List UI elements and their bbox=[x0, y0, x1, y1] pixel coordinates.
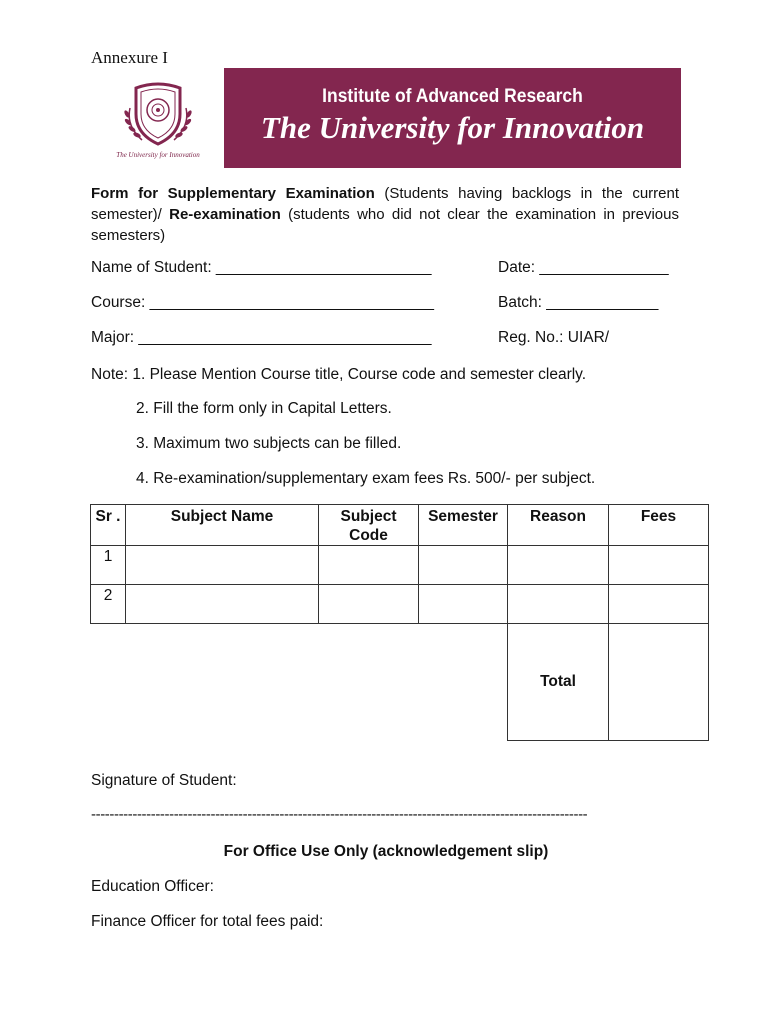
subjects-table bbox=[90, 504, 709, 741]
fees-cell[interactable] bbox=[609, 585, 709, 624]
subject-code-cell[interactable] bbox=[319, 585, 419, 624]
intro-title-reexam: Re-examination bbox=[169, 206, 281, 223]
institute-name: Institute of Advanced Research bbox=[322, 86, 583, 107]
semester-cell[interactable] bbox=[419, 585, 508, 624]
logo-caption: The University for Innovation bbox=[116, 151, 200, 159]
student-name-field[interactable]: Name of Student: _________________________ bbox=[91, 259, 432, 276]
reg-no-field[interactable]: Reg. No.: UIAR/ bbox=[498, 329, 610, 346]
table-row bbox=[91, 546, 709, 585]
total-label: Total bbox=[508, 624, 609, 741]
total-row-spacer bbox=[91, 624, 508, 741]
intro-title-supplementary: Form for Supplementary Examination bbox=[91, 185, 375, 202]
header-semester: Semester bbox=[419, 505, 508, 546]
header-subject-code: Subject Code bbox=[319, 505, 419, 546]
reason-cell[interactable] bbox=[508, 546, 609, 585]
note-3: 3. Maximum two subjects can be filled. bbox=[136, 435, 402, 452]
subject-code-cell[interactable] bbox=[319, 546, 419, 585]
total-row bbox=[91, 624, 709, 741]
form-intro bbox=[91, 183, 679, 246]
table-row bbox=[91, 585, 709, 624]
subject-name-cell[interactable] bbox=[126, 546, 319, 585]
student-signature-label: Signature of Student: bbox=[91, 772, 237, 789]
finance-officer-label: Finance Officer for total fees paid: bbox=[91, 913, 324, 930]
office-use-heading: For Office Use Only (acknowledgement slip) bbox=[223, 843, 549, 860]
table-header-row bbox=[91, 505, 709, 546]
row-number: 1 bbox=[91, 546, 126, 585]
major-field[interactable]: Major: __________________________________ bbox=[91, 329, 432, 346]
header-reason: Reason bbox=[508, 505, 609, 546]
total-fees-cell[interactable] bbox=[609, 624, 709, 741]
note-2: 2. Fill the form only in Capital Letters. bbox=[136, 400, 392, 417]
row-number: 2 bbox=[91, 585, 126, 624]
university-logo bbox=[112, 78, 204, 164]
batch-field[interactable]: Batch: _____________ bbox=[498, 294, 659, 311]
reason-cell[interactable] bbox=[508, 585, 609, 624]
cut-line-separator: ------------------------------------------------------------------------------------------------------------ bbox=[91, 806, 588, 823]
header-sr: Sr . bbox=[91, 505, 126, 546]
header-banner bbox=[224, 68, 681, 168]
header-subject-name: Subject Name bbox=[126, 505, 319, 546]
note-4: 4. Re-examination/supplementary exam fees Rs. 500/- per subject. bbox=[136, 470, 596, 487]
university-name: The University for Innovation bbox=[260, 110, 645, 145]
course-field[interactable]: Course: _________________________________ bbox=[91, 294, 435, 311]
intro-text-2: (students who did not clear the examination in previous semesters) bbox=[91, 206, 679, 244]
education-officer-label: Education Officer: bbox=[91, 878, 214, 895]
header-fees: Fees bbox=[609, 505, 709, 546]
crest-icon bbox=[112, 78, 204, 152]
intro-text-1: (Students having backlogs in the current semester)/ bbox=[91, 185, 680, 223]
semester-cell[interactable] bbox=[419, 546, 508, 585]
subject-name-cell[interactable] bbox=[126, 585, 319, 624]
date-field[interactable]: Date: _______________ bbox=[498, 259, 669, 276]
annexure-label: Annexure I bbox=[91, 48, 168, 67]
fees-cell[interactable] bbox=[609, 546, 709, 585]
note-1: Note: 1. Please Mention Course title, Course code and semester clearly. bbox=[91, 366, 587, 383]
